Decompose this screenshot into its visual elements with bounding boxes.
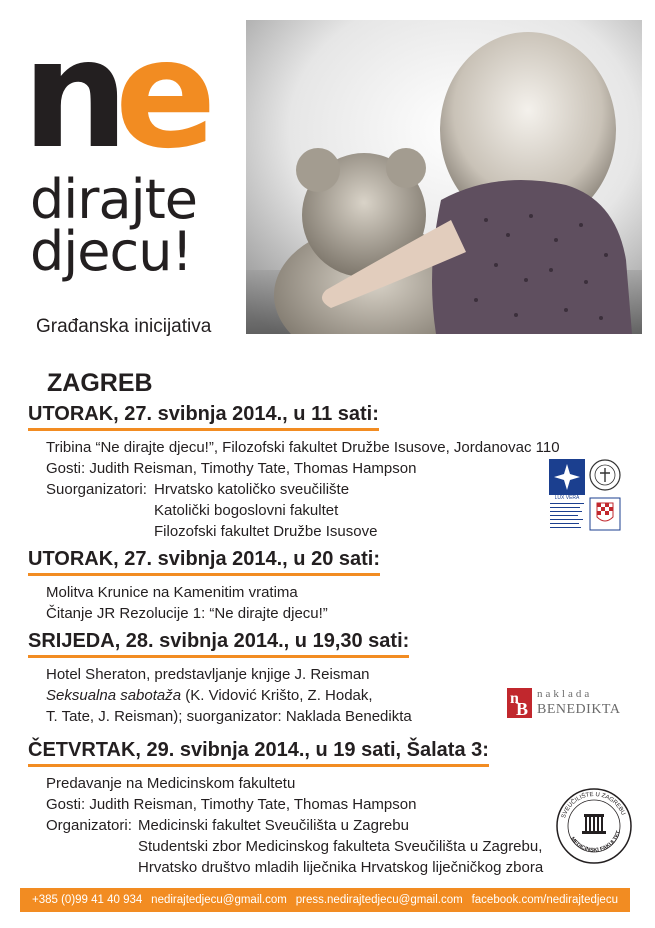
event-3-line: Hotel Sheraton, predstavljanje knjige J. Reisman xyxy=(46,666,370,683)
subtitle: Građanska inicijativa xyxy=(36,316,212,337)
event-1-orgs xyxy=(46,479,560,500)
logo-ne: ne xyxy=(22,8,203,182)
book-title: Seksualna sabotaža xyxy=(46,687,182,704)
event-4-heading: ČETVRTAK, 29. svibnja 2014., u 19 sati, Šalata 3: xyxy=(28,739,489,767)
event-3-heading: SRIJEDA, 28. svibnja 2014., u 19,30 sati: xyxy=(28,630,409,658)
footer-facebook: facebook.com/nedirajtedjecu xyxy=(471,894,618,906)
event-2-details xyxy=(46,582,380,624)
svg-text:MEDICINSKI FAKULTET: MEDICINSKI FAKULTET xyxy=(569,830,623,854)
logo-line-djecu: djecu! xyxy=(30,220,193,283)
org-item: Filozofski fakultet Družbe Isusove xyxy=(154,523,378,540)
footer-press-email: press.nedirajtedjecu@gmail.com xyxy=(295,894,463,906)
medicinski-fakultet-seal xyxy=(554,786,634,866)
logo-line-dirajte: dirajte xyxy=(30,168,197,231)
contact-footer xyxy=(20,888,630,912)
kbf-seal-logo xyxy=(589,459,621,491)
ffdi-crest-logo xyxy=(589,497,621,531)
org-label: Organizatori: xyxy=(46,817,132,834)
event-3 xyxy=(28,630,412,727)
org-item: Hrvatsko društvo mladih liječnika Hrvatskog liječničkog zbora xyxy=(138,859,544,876)
hks-logo-caption: LUX VERA xyxy=(554,495,580,501)
event-4-line: Predavanje na Medicinskom fakultetu xyxy=(46,775,296,792)
event-1-line: Gosti: Judith Reisman, Timothy Tate, Thomas Hampson xyxy=(46,460,417,477)
event-1-line: Tribina “Ne dirajte djecu!”, Filozofski fakultet Družbe Isusove, Jordanovac 110 xyxy=(46,439,560,456)
org-item: Hrvatsko katoličko sveučilište xyxy=(154,481,350,498)
event-2-line: Čitanje JR Rezolucije 1: “Ne dirajte djecu!” xyxy=(46,605,328,622)
org-item: Studentski zbor Medicinskog fakulteta Sveučilišta u Zagrebu, xyxy=(138,838,543,855)
event-1 xyxy=(28,403,560,542)
event-4 xyxy=(28,739,543,878)
naklada-big-text: BENEDIKTA xyxy=(537,702,621,717)
event-2 xyxy=(28,548,380,624)
event-3-details xyxy=(46,664,412,727)
event-4-details xyxy=(46,773,543,878)
org-label: Suorganizatori: xyxy=(46,481,147,498)
photo-illustration xyxy=(246,20,642,334)
footer-phone: +385 (0)99 41 40 934 xyxy=(32,894,143,906)
footer-email: nedirajtedjecu@gmail.com xyxy=(151,894,287,906)
svg-text:SVEUČILIŠTE U ZAGREBU: SVEUČILIŠTE U ZAGREBU xyxy=(561,791,626,820)
naklada-benedikta-logo xyxy=(507,688,621,720)
naklada-small-text: naklada xyxy=(537,688,593,700)
org-item: Medicinski fakultet Sveučilišta u Zagrebu xyxy=(138,817,409,834)
event-2-heading: UTORAK, 27. svibnja 2014., u 20 sati: xyxy=(28,548,380,576)
city-heading: ZAGREB xyxy=(47,369,153,397)
event-2-line: Molitva Krunice na Kamenitim vratima xyxy=(46,584,298,601)
event-1-details xyxy=(46,437,560,542)
hks-university-logo xyxy=(549,459,585,495)
hks-text-logo xyxy=(549,499,585,531)
event-3-line xyxy=(46,685,412,706)
event-4-orgs xyxy=(46,815,543,836)
naklada-mark: n B xyxy=(507,688,532,718)
campaign-logo xyxy=(22,8,252,340)
book-authors: (K. Vidović Krišto, Z. Hodak, xyxy=(181,687,373,704)
child-with-teddy-photo xyxy=(246,20,642,334)
event-4-line: Gosti: Judith Reisman, Timothy Tate, Thomas Hampson xyxy=(46,796,417,813)
org-item: Katolički bogoslovni fakultet xyxy=(154,502,339,519)
event-3-line: T. Tate, J. Reisman); suorganizator: Naklada Benedikta xyxy=(46,708,412,725)
event-1-heading: UTORAK, 27. svibnja 2014., u 11 sati: xyxy=(28,403,379,431)
